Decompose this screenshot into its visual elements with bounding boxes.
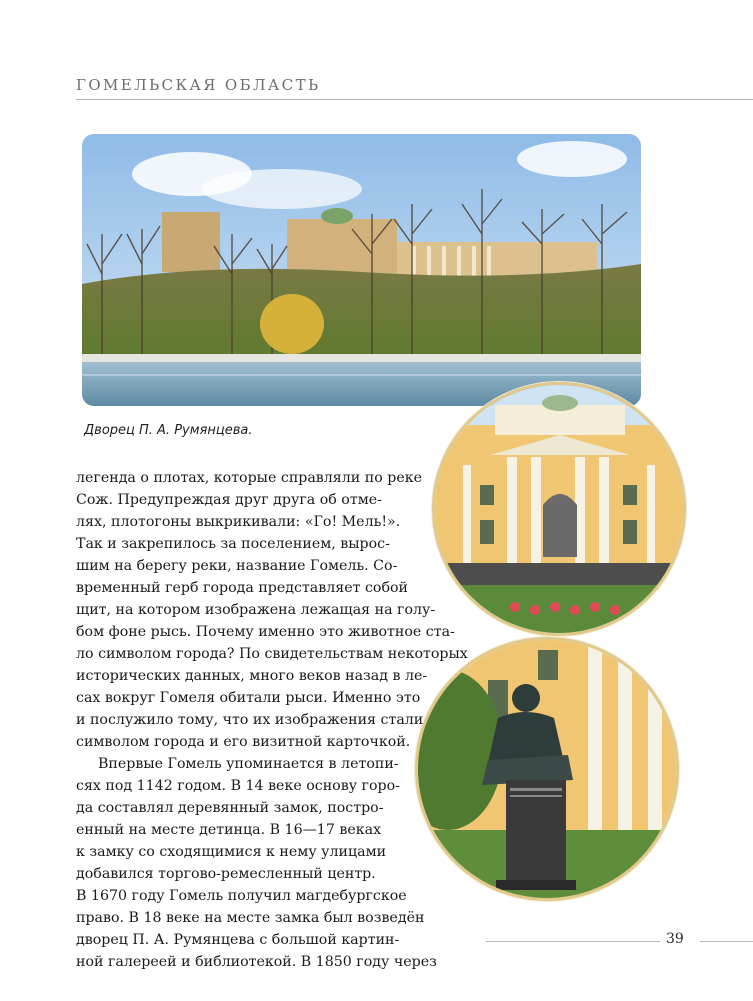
- text-line: Сож. Предупреждая друг друга об отме-: [76, 492, 382, 508]
- text-line: добавился торгово-ремесленный центр.: [76, 866, 376, 882]
- running-header: ГОМЕЛЬСКАЯ ОБЛАСТЬ: [76, 76, 321, 94]
- text-line: сях под 1142 годом. В 14 веке основу горо-: [76, 778, 400, 794]
- text-line: и послужило тому, что их изображения стали: [76, 712, 424, 728]
- text-line: легенда о плотах, которые справляли по реке: [76, 470, 422, 486]
- text-line: Так и закрепилось за поселением, вырос-: [76, 536, 390, 552]
- text-line: к замку со сходящимися к нему улицами: [76, 844, 387, 860]
- page-number: 39: [666, 931, 684, 947]
- text-line: временный герб города представляет собой: [76, 580, 408, 596]
- text-line: ло символом города? По свидетельствам некоторых: [76, 646, 468, 662]
- text-line: щит, на котором изображена лежащая на голу-: [76, 602, 436, 618]
- text-line: лях, плотогоны выкрикивали: «Го! Мель!».: [76, 514, 401, 530]
- text-line: шим на берегу реки, название Гомель. Со-: [76, 558, 398, 574]
- text-line: дворец П. А. Румянцева с большой картин-: [76, 932, 400, 948]
- text-line: В 1670 году Гомель получил магдебургское: [76, 888, 407, 904]
- text-line: енный на месте детинца. В 16—17 веках: [76, 822, 382, 838]
- text-line: Впервые Гомель упоминается в летопи-: [98, 756, 399, 772]
- text-line: ной галереей и библиотекой. В 1850 году через: [76, 954, 437, 970]
- text-line: исторических данных, много веков назад в ле-: [76, 668, 428, 684]
- palace-photo: [82, 134, 641, 406]
- header-rule: [76, 99, 753, 100]
- text-line: сах вокруг Гомеля обитали рыси. Именно это: [76, 690, 421, 706]
- palace-facade-photo: [432, 382, 686, 636]
- photo-caption: Дворец П. А. Румянцева.: [84, 423, 253, 438]
- footer-rule: [486, 941, 660, 942]
- text-line: бом фоне рысь. Почему именно это животное ста-: [76, 624, 455, 640]
- rumyantsev-monument-photo: [415, 637, 679, 901]
- text-line: право. В 18 веке на месте замка был возведён: [76, 910, 425, 926]
- footer-rule: [700, 941, 753, 942]
- text-line: символом города и его визитной карточкой.: [76, 734, 411, 750]
- text-line: да составлял деревянный замок, постро-: [76, 800, 384, 816]
